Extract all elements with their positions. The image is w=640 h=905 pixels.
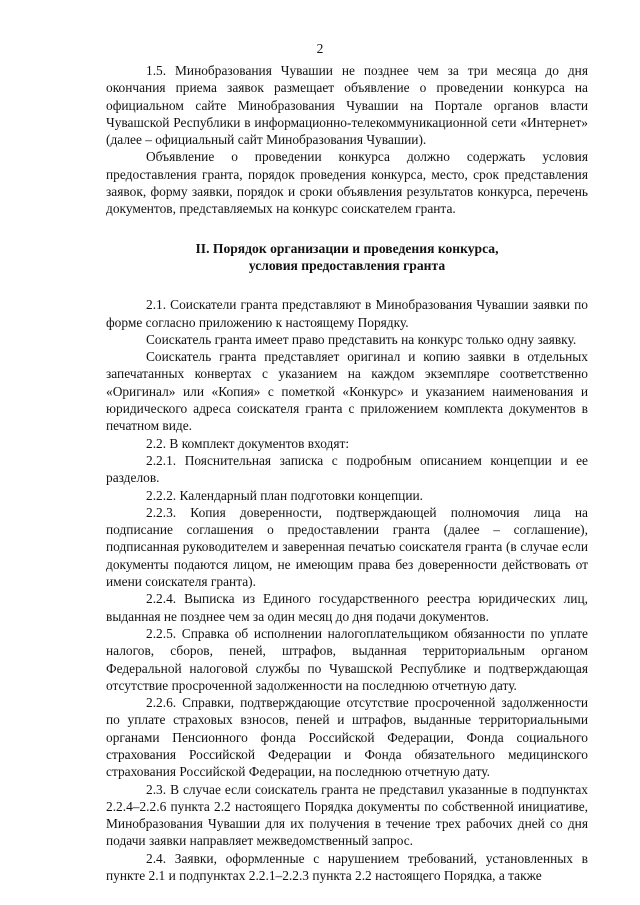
paragraph-2-2: 2.2. В комплект документов входят: — [146, 435, 350, 451]
paragraph-2-2-3: 2.2.3. Копия доверенности, подтверждающей полномочия лица на подписание соглашения о предоставлении гранта (далее – соглашение), подписанная руководителем и заверенная печатью соискателя гранта (в случае если документы подаются лицом, не имеющим права без доверенности действовать от имени соискателя гранта). — [106, 504, 588, 590]
page-number: 2 — [316, 41, 324, 56]
paragraph-2-2-4: 2.2.4. Выписка из Единого государственного реестра юридических лиц, выданная не позднее чем за один месяц до дня подачи документов. — [106, 591, 588, 624]
section-heading — [106, 240, 588, 275]
paragraph-2-2-2: 2.2.2. Календарный план подготовки концепции. — [146, 487, 424, 503]
document-body — [106, 62, 588, 884]
paragraph-1-5-announcement: Объявление о проведении конкурса должно содержать условия предоставления гранта, порядок проведения конкурса, место, срок представления заявок, форму заявки, порядок и сроки объявления результатов конкурса, перечень документов, представляемых на конкурс соискателем гранта. — [106, 149, 588, 217]
paragraph-2-1-envelopes: Соискатель гранта представляет оригинал и копию заявки в отдельных запечатанных конвертах с указанием на каждом экземпляре соответственно «Оригинал» или «Копия» с пометкой «Конкурс» и указанием наименования и юридического адреса соискателя гранта с приложением комплекта документов в печатном виде. — [106, 349, 588, 434]
paragraph-2-1: 2.1. Соискатели гранта представляют в Минобразования Чувашии заявки по форме согласно приложению к настоящему Порядку. — [106, 297, 588, 330]
paragraph-2-2-5: 2.2.5. Справка об исполнении налогоплательщиком обязанности по уплате налогов, сборов, пеней, штрафов, выданная территориальным органом Федеральной налоговой службы по Чувашской Республике и подтверждающая отсутствие просроченной задолженности на последнюю отчетную дату. — [106, 625, 588, 693]
paragraph-2-2-6: 2.2.6. Справки, подтверждающие отсутствие просроченной задолженности по уплате страховых взносов, пеней и штрафов, выданные территориальными органами Пенсионного фонда Российской Федерации, Фонда социального страхования Российской Федерации и Фонда обязательного медицинского страхования Российской Федерации, на последнюю отчетную дату. — [106, 695, 588, 780]
section-heading-line-2: условия предоставления гранта — [248, 257, 446, 273]
paragraph-2-4: 2.4. Заявки, оформленные с нарушением требований, установленных в пункте 2.1 и подпунктах 2.2.1–2.2.3 пункта 2.2 настоящего Порядка, а также — [106, 850, 588, 884]
paragraph-2-2-1: 2.2.1. Пояснительная записка с подробным описанием концепции и ее разделов. — [106, 452, 588, 486]
paragraph-2-3: 2.3. В случае если соискатель гранта не представил указанные в подпунктах 2.2.4–2.2.6 пункта 2.2 настоящего Порядка документы по собственной инициативе, Минобразования Чувашии для их получения в течение трех рабочих дней со дня подачи заявки направляет межведомственный запрос. — [106, 781, 588, 849]
paragraph-1-5: 1.5. Минобразования Чувашии не позднее чем за три месяца до дня окончания приема заявок размещает объявление о проведении конкурса на официальном сайте Минобразования Чувашии на Портале органов власти Чувашской Республики в информационно-телекоммуникационной сети «Интернет» (далее – официальный сайт Минобразования Чувашии). — [106, 63, 588, 148]
paragraph-2-1-one-application: Соискатель гранта имеет право представить на конкурс только одну заявку. — [146, 331, 577, 347]
section-heading-line-1: II. Порядок организации и проведения конкурса, — [195, 240, 499, 256]
